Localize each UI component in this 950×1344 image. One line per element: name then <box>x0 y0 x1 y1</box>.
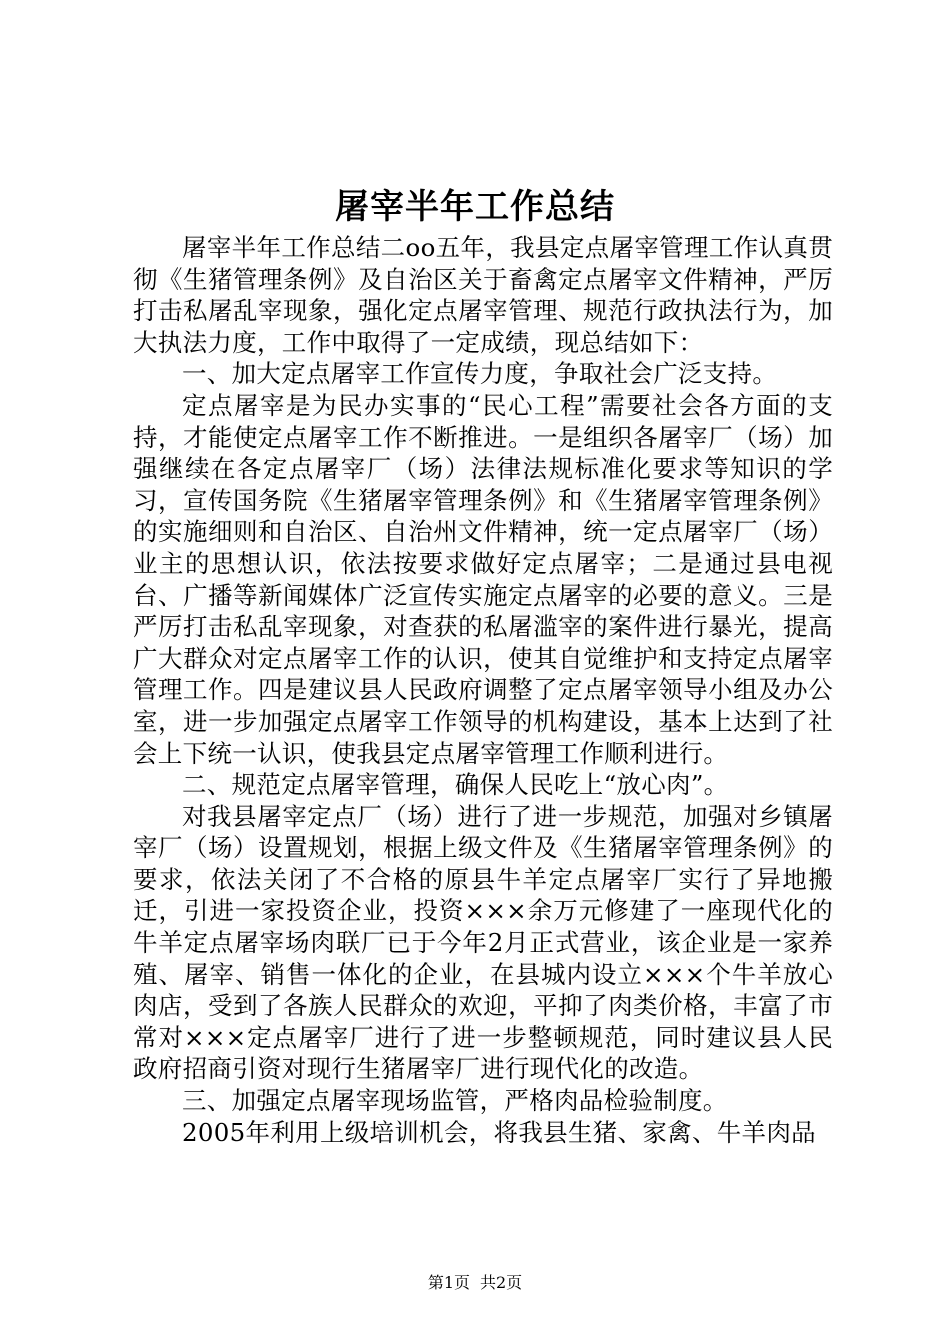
page-total: 共2页 <box>480 1273 523 1292</box>
heading-section-2: 二、规范定点屠宰管理，确保人民吃上“放心肉”。 <box>182 770 729 800</box>
page-number: 第1页 <box>427 1273 470 1292</box>
document-title: 屠宰半年工作总结 <box>335 187 615 227</box>
page-footer <box>0 1272 950 1294</box>
paragraph-section-3: 2005年利用上级培训机会，将我县生猪、家禽、牛羊肉品 <box>182 1117 816 1147</box>
heading-section-3: 三、加强定点屠宰现场监管，严格肉品检验制度。 <box>182 1086 728 1116</box>
paragraph-section-2: 对我县屠宰定点厂（场）进行了进一步规范，加强对乡镇屠宰厂（场）设置规划，根据上级文件及《生猪屠宰管理条例》的要求，依法关闭了不合格的原县牛羊定点屠宰厂实行了异地搬迁，引进一家投资企业，投资×××余万元修建了一座现代化的牛羊定点屠宰场肉联厂已于今年2月正式营业，该企业是一家养殖、屠宰、销售一体化的企业，在县城内设立×××个牛羊放心肉店，受到了各族人民群众的欢迎，平抑了肉类价格，丰富了市常对×××定点屠宰厂进行了进一步整顿规范，同时建议县人民政府招商引资对现行生猪屠宰厂进行现代化的改造。 <box>133 801 834 1084</box>
paragraph-intro: 屠宰半年工作总结二oo五年，我县定点屠宰管理工作认真贯彻《生猪管理条例》及自治区关于畜禽定点屠宰文件精神，严厉打击私屠乱宰现象，强化定点屠宰管理、规范行政执法行为，加大执法力度，工作中取得了一定成绩，现总结如下： <box>133 233 833 357</box>
heading-section-1: 一、加大定点屠宰工作宣传力度，争取社会广泛支持。 <box>182 359 778 389</box>
document-body <box>133 232 833 1148</box>
paragraph-section-1: 定点屠宰是为民办实事的“民心工程”需要社会各方面的支持，才能使定点屠宰工作不断推进。一是组织各屠宰厂（场）加强继续在各定点屠宰厂（场）法律法规标准化要求等知识的学习，宣传国务院《生猪屠宰管理条例》和《生猪屠宰管理条例》的实施细则和自治区、自治州文件精神，统一定点屠宰厂（场）业主的思想认识，依法按要求做好定点屠宰；二是通过县电视台、广播等新闻媒体广泛宣传实施定点屠宰的必要的意义。三是严厉打击私乱宰现象，对查获的私屠滥宰的案件进行暴光，提高广大群众对定点屠宰工作的认识，使其自觉维护和支持定点屠宰管理工作。四是建议县人民政府调整了定点屠宰领导小组及办公室，进一步加强定点屠宰工作领导的机构建设，基本上达到了社会上下统一认识，使我县定点屠宰管理工作顺利进行。 <box>133 390 833 768</box>
